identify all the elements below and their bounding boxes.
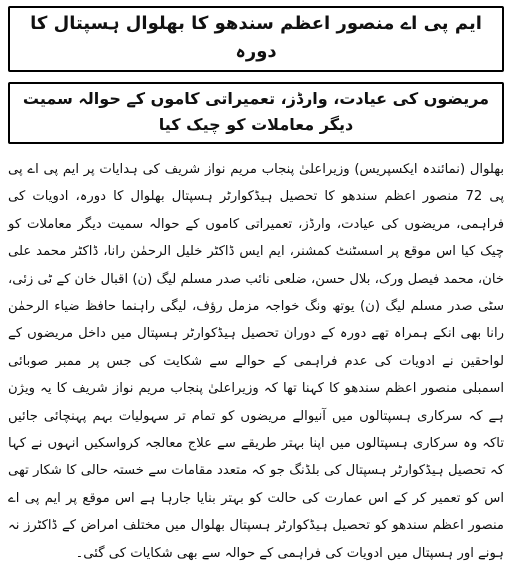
subheadline: مریضوں کی عیادت، وارڈز، تعمیراتی کاموں کے حوالہ سمیت دیگر معاملات کو چیک کیا bbox=[22, 89, 490, 134]
headline: ایم پی اے منصور اعظم سندھو کا بھلوال ہسپتال کا دورہ bbox=[30, 13, 482, 62]
subheadline-box bbox=[8, 82, 504, 144]
headline-box bbox=[8, 6, 504, 72]
article-body: بھلوال (نمائندہ ایکسپریس) وزیراعلیٰ پنجاب مریم نواز شریف کی ہدایات پر ایم پی اے پی پی 72 منصور اعظم سندھو کا تحصیل ہیڈکوارٹر ہسپتال بھلوال کا دورہ، ادویات کی فراہمی، مریضوں کی عیادت، وارڈز، تعمیراتی کاموں کے حوالہ سمیت دیگر معاملات کو چیک کیا اس موقع پر اسسٹنٹ کمشنر، ایم ایس ڈاکٹر خلیل الرحمٰن رانا، ڈاکٹر محمد علی خان، محمد فیصل ورک، بلال حسن، ضلعی نائب صدر مسلم لیگ (ن) اقبال خان کے ٹی زئی، سٹی صدر مسلم لیگ (ن) یوتھ ونگ خواجہ مزمل رؤف، لیگی راہنما حافظ ضیاء الرحمٰن رانا بھی انکے ہمراہ تھے دورہ کے دوران تحصیل ہیڈکوارٹر ہسپتال میں داخل مریضوں کے لواحقین نے ادویات کی عدم فراہمی کے حوالے سے شکایت کی جس پر ممبر صوبائی اسمبلی منصور اعظم سندھو کا کہنا تھا کہ وزیراعلیٰ پنجاب مریم نواز شریف کا یہ ویژن ہے کہ سرکاری ہسپتالوں میں آنیوالے مریضوں کو تمام تر سہولیات بہم پہنچائی جائیں تاکہ وہ سرکاری ہسپتالوں میں اپنا بہتر طریقے سے علاج معالجہ کرواسکیں انہوں نے کہا کہ تحصیل ہیڈکوارٹر ہسپتال کی بلڈنگ جو کہ متعدد مقامات سے خستہ حالی کا شکار تھی اس کو تعمیر کر کے اس عمارت کی حالت کو بہتر بنایا جارہا ہے اس موقع پر ایم پی اے منصور اعظم سندھو کو تحصیل ہیڈکوارٹر ہسپتال بھلوال میں مختلف امراض کے ڈاکٹرز نہ ہونے اور ہسپتال میں ادویات کی فراہمی کے حوالہ سے بھی شکایات کی گئی۔ bbox=[8, 162, 504, 561]
